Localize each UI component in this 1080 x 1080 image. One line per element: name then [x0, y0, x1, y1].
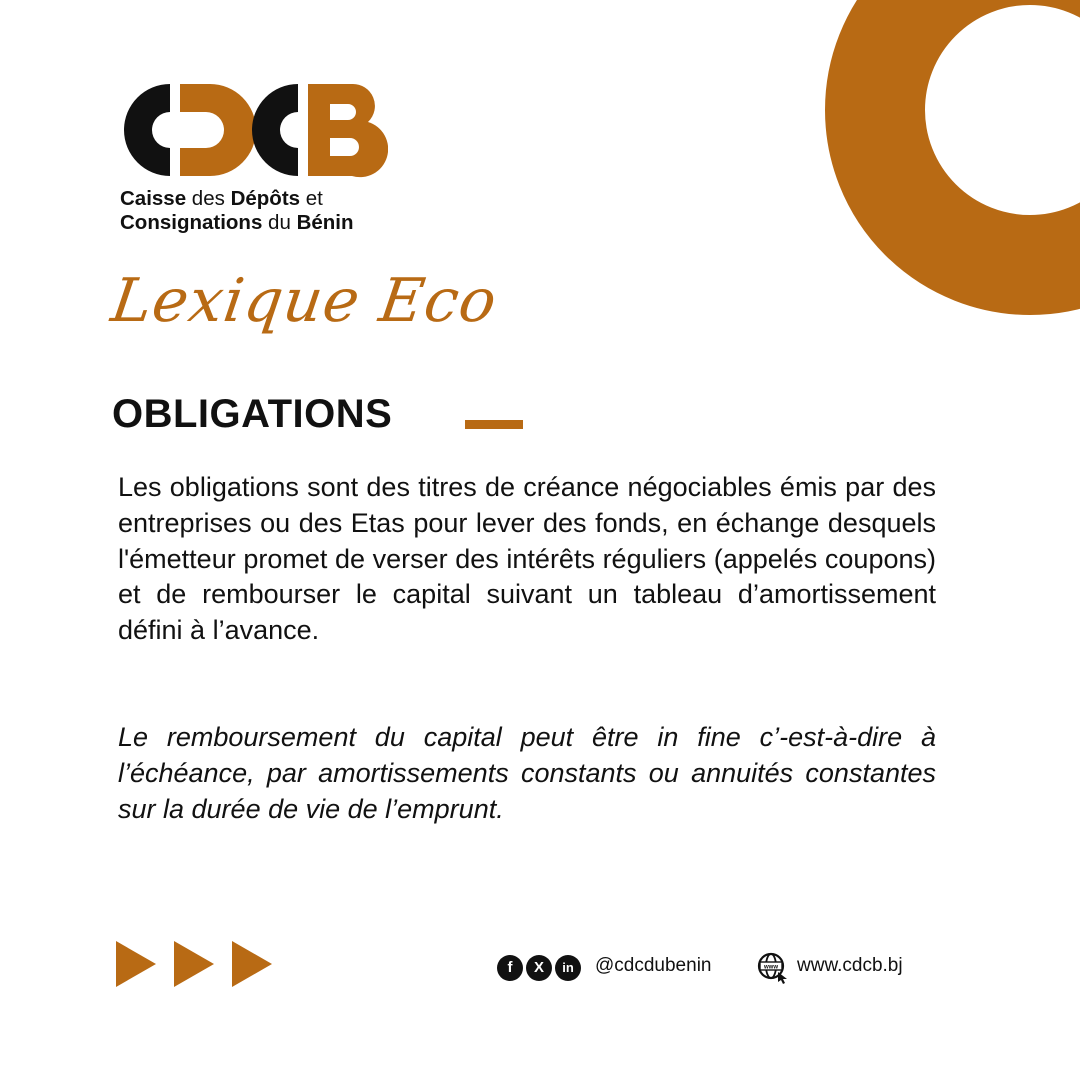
logo-text-line2: Consignations du Bénin — [120, 211, 354, 234]
globe-www-icon — [757, 952, 789, 984]
logo-text-line1: Caisse des Dépôts et — [120, 187, 323, 210]
page-title: OBLIGATIONS — [112, 392, 393, 436]
play-arrow-icon — [232, 941, 272, 987]
cdcb-logo-mark — [118, 80, 388, 180]
script-heading: Lexique Eco — [107, 266, 502, 336]
play-arrow-icon — [174, 941, 214, 987]
title-underline-dash — [465, 420, 523, 429]
website-link[interactable]: www.cdcb.bj — [797, 955, 903, 976]
definition-paragraph: Les obligations sont des titres de créance négociables émis par des entreprises ou des Etas pour lever des fonds, en échange desquels l'émetteur promet de verser des intérêts réguliers (appelés coupons) et de rembourser le capital suivant un tableau d’amortissement défini à l’avance. — [118, 472, 936, 646]
x-icon[interactable]: X — [526, 955, 552, 981]
decorative-ring — [825, 0, 1080, 315]
cdcb-logo — [118, 80, 388, 245]
social-handle[interactable]: @cdcdubenin — [595, 955, 712, 976]
linkedin-icon[interactable]: in — [555, 955, 581, 981]
play-arrow-icon — [116, 941, 156, 987]
facebook-icon[interactable]: f — [497, 955, 523, 981]
svg-text:www: www — [763, 964, 779, 971]
repayment-paragraph: Le remboursement du capital peut être in fine c’-est-à-dire à l’échéance, par amortissements constants ou annuités constantes sur la durée de vie de l’emprunt. — [118, 722, 936, 824]
